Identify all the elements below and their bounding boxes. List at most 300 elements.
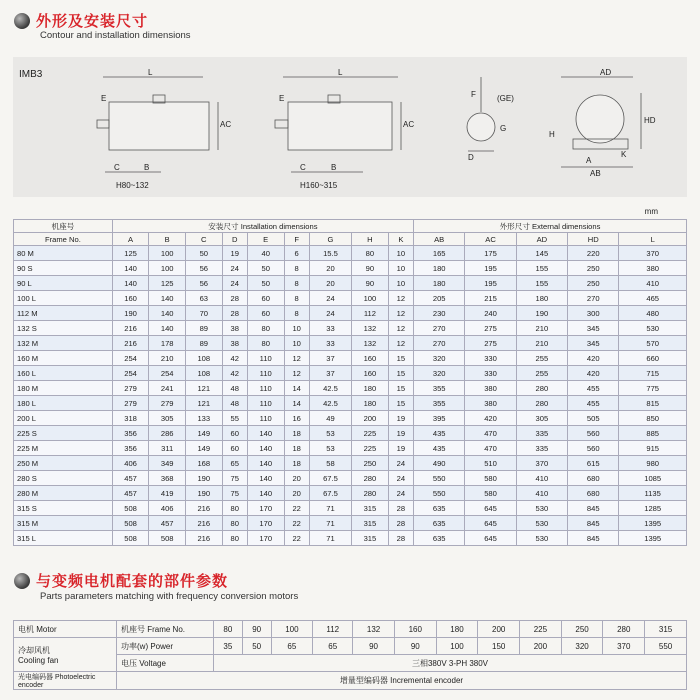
value-cell: 18 bbox=[284, 426, 309, 441]
value-cell: 254 bbox=[112, 351, 149, 366]
power-value: 65 bbox=[313, 638, 353, 655]
value-cell: 12 bbox=[388, 306, 413, 321]
value-cell: 286 bbox=[149, 426, 186, 441]
frame-value: 132 bbox=[353, 621, 395, 638]
value-cell: 1085 bbox=[619, 471, 687, 486]
frame-value: 180 bbox=[436, 621, 478, 638]
table-row bbox=[14, 246, 687, 261]
value-cell: 71 bbox=[309, 501, 351, 516]
fan-label-en: Cooling fan bbox=[18, 655, 59, 665]
frame-value: 200 bbox=[478, 621, 520, 638]
dim-label-E: E bbox=[101, 94, 107, 103]
value-cell: 48 bbox=[222, 381, 247, 396]
value-cell: 38 bbox=[222, 321, 247, 336]
value-cell: 190 bbox=[185, 471, 222, 486]
value-cell: 149 bbox=[185, 441, 222, 456]
frame-cell: 112 M bbox=[14, 306, 113, 321]
value-cell: 508 bbox=[112, 501, 149, 516]
value-cell: 37 bbox=[309, 351, 351, 366]
value-cell: 15 bbox=[388, 396, 413, 411]
bullet-icon bbox=[14, 13, 30, 29]
column-header: C bbox=[185, 233, 222, 246]
table-row bbox=[14, 351, 687, 366]
value-cell: 125 bbox=[149, 276, 186, 291]
value-cell: 67.5 bbox=[309, 486, 351, 501]
frame-cell: 250 M bbox=[14, 456, 113, 471]
value-cell: 530 bbox=[619, 321, 687, 336]
value-cell: 38 bbox=[222, 336, 247, 351]
power-value: 65 bbox=[271, 638, 313, 655]
frame-value: 160 bbox=[394, 621, 436, 638]
value-cell: 505 bbox=[568, 411, 619, 426]
frame-cell: 132 M bbox=[14, 336, 113, 351]
value-cell: 465 bbox=[619, 291, 687, 306]
frame-header-en: Frame No. bbox=[14, 233, 113, 246]
table-row bbox=[14, 276, 687, 291]
value-cell: 275 bbox=[465, 321, 516, 336]
value-cell: 14 bbox=[284, 381, 309, 396]
value-cell: 140 bbox=[247, 441, 284, 456]
value-cell: 680 bbox=[568, 471, 619, 486]
frame-cell: 180 M bbox=[14, 381, 113, 396]
value-cell: 560 bbox=[568, 426, 619, 441]
value-cell: 18 bbox=[284, 456, 309, 471]
column-header: B bbox=[149, 233, 186, 246]
fan-label-cn: 冷却风机 bbox=[18, 645, 50, 655]
frame-cell: 315 S bbox=[14, 501, 113, 516]
value-cell: 1285 bbox=[619, 501, 687, 516]
value-cell: 33 bbox=[309, 336, 351, 351]
unit-label: mm bbox=[644, 207, 658, 216]
value-cell: 90 bbox=[352, 261, 389, 276]
value-cell: 645 bbox=[465, 501, 516, 516]
dim-label-HD: HD bbox=[644, 116, 656, 125]
value-cell: 455 bbox=[568, 396, 619, 411]
dim-label-AC: AC bbox=[220, 120, 232, 129]
value-cell: 406 bbox=[149, 501, 186, 516]
motor-drawings bbox=[13, 57, 687, 197]
drawing-panel bbox=[13, 57, 687, 197]
value-cell: 8 bbox=[284, 261, 309, 276]
column-header: K bbox=[388, 233, 413, 246]
value-cell: 355 bbox=[414, 381, 465, 396]
value-cell: 80 bbox=[222, 531, 247, 546]
frame-value: 90 bbox=[242, 621, 271, 638]
table-row bbox=[14, 336, 687, 351]
value-cell: 311 bbox=[149, 441, 186, 456]
install-header: 安装尺寸 Installation dimensions bbox=[112, 220, 413, 233]
value-cell: 275 bbox=[465, 336, 516, 351]
value-cell: 10 bbox=[388, 276, 413, 291]
value-cell: 20 bbox=[309, 276, 351, 291]
value-cell: 480 bbox=[619, 306, 687, 321]
table-row bbox=[14, 516, 687, 531]
value-cell: 140 bbox=[149, 306, 186, 321]
value-cell: 60 bbox=[247, 291, 284, 306]
value-cell: 80 bbox=[247, 336, 284, 351]
value-cell: 356 bbox=[112, 441, 149, 456]
value-cell: 110 bbox=[247, 396, 284, 411]
value-cell: 280 bbox=[516, 396, 567, 411]
value-cell: 216 bbox=[185, 516, 222, 531]
value-cell: 168 bbox=[185, 456, 222, 471]
value-cell: 550 bbox=[414, 486, 465, 501]
value-cell: 420 bbox=[568, 366, 619, 381]
value-cell: 580 bbox=[465, 486, 516, 501]
value-cell: 380 bbox=[465, 396, 516, 411]
value-cell: 19 bbox=[388, 441, 413, 456]
value-cell: 410 bbox=[516, 486, 567, 501]
column-header: AC bbox=[465, 233, 516, 246]
value-cell: 715 bbox=[619, 366, 687, 381]
value-cell: 356 bbox=[112, 426, 149, 441]
bullet-icon bbox=[14, 573, 30, 589]
value-cell: 380 bbox=[619, 261, 687, 276]
frame-cell: 80 M bbox=[14, 246, 113, 261]
value-cell: 140 bbox=[112, 276, 149, 291]
value-cell: 349 bbox=[149, 456, 186, 471]
dim-label-C2: C bbox=[300, 163, 306, 172]
value-cell: 180 bbox=[414, 261, 465, 276]
dim-label-A: A bbox=[586, 156, 592, 165]
dim-label-GE: (GE) bbox=[497, 94, 514, 103]
value-cell: 190 bbox=[185, 486, 222, 501]
value-cell: 19 bbox=[222, 246, 247, 261]
value-cell: 80 bbox=[352, 246, 389, 261]
value-cell: 330 bbox=[465, 351, 516, 366]
section-heading-contour bbox=[14, 10, 148, 31]
value-cell: 1395 bbox=[619, 531, 687, 546]
table-row bbox=[14, 291, 687, 306]
external-header: 外形尺寸 External dimensions bbox=[414, 220, 687, 233]
value-cell: 40 bbox=[247, 246, 284, 261]
value-cell: 100 bbox=[149, 246, 186, 261]
value-cell: 355 bbox=[414, 396, 465, 411]
section-title: 外形及安装尺寸 bbox=[36, 12, 149, 30]
value-cell: 1135 bbox=[619, 486, 687, 501]
value-cell: 8 bbox=[284, 276, 309, 291]
table-row bbox=[14, 471, 687, 486]
value-cell: 635 bbox=[414, 516, 465, 531]
value-cell: 885 bbox=[619, 426, 687, 441]
value-cell: 24 bbox=[388, 456, 413, 471]
value-cell: 12 bbox=[388, 321, 413, 336]
value-cell: 457 bbox=[149, 516, 186, 531]
value-cell: 635 bbox=[414, 501, 465, 516]
table-row bbox=[14, 501, 687, 516]
value-cell: 470 bbox=[465, 441, 516, 456]
value-cell: 345 bbox=[568, 321, 619, 336]
power-value: 90 bbox=[394, 638, 436, 655]
value-cell: 279 bbox=[112, 396, 149, 411]
value-cell: 230 bbox=[414, 306, 465, 321]
value-cell: 220 bbox=[568, 246, 619, 261]
table-row bbox=[14, 426, 687, 441]
encoder-value: 增量型编码器 Incremental encoder bbox=[117, 672, 687, 690]
value-cell: 406 bbox=[112, 456, 149, 471]
value-cell: 530 bbox=[516, 516, 567, 531]
value-cell: 915 bbox=[619, 441, 687, 456]
value-cell: 255 bbox=[516, 351, 567, 366]
value-cell: 28 bbox=[388, 501, 413, 516]
value-cell: 180 bbox=[516, 291, 567, 306]
dim-label-B2: B bbox=[331, 163, 337, 172]
frame-label: 机座号 Frame No. bbox=[117, 621, 214, 638]
frame-cell: 225 S bbox=[14, 426, 113, 441]
value-cell: 22 bbox=[284, 516, 309, 531]
frame-cell: 160 M bbox=[14, 351, 113, 366]
value-cell: 320 bbox=[414, 366, 465, 381]
value-cell: 300 bbox=[568, 306, 619, 321]
value-cell: 42 bbox=[222, 366, 247, 381]
value-cell: 368 bbox=[149, 471, 186, 486]
frame-value: 112 bbox=[313, 621, 353, 638]
value-cell: 108 bbox=[185, 366, 222, 381]
column-header: L bbox=[619, 233, 687, 246]
value-cell: 1395 bbox=[619, 516, 687, 531]
value-cell: 457 bbox=[112, 471, 149, 486]
value-cell: 216 bbox=[112, 321, 149, 336]
value-cell: 195 bbox=[465, 276, 516, 291]
value-cell: 121 bbox=[185, 381, 222, 396]
value-cell: 635 bbox=[414, 531, 465, 546]
column-header: A bbox=[112, 233, 149, 246]
dimensions-table bbox=[13, 219, 687, 546]
value-cell: 19 bbox=[388, 426, 413, 441]
dim-label-G: G bbox=[500, 124, 507, 133]
table-row bbox=[14, 396, 687, 411]
value-cell: 8 bbox=[284, 306, 309, 321]
table-row bbox=[14, 321, 687, 336]
power-value: 100 bbox=[436, 638, 478, 655]
value-cell: 305 bbox=[149, 411, 186, 426]
value-cell: 510 bbox=[465, 456, 516, 471]
value-cell: 345 bbox=[568, 336, 619, 351]
frame-value: 280 bbox=[603, 621, 645, 638]
value-cell: 254 bbox=[112, 366, 149, 381]
value-cell: 42.5 bbox=[309, 381, 351, 396]
value-cell: 270 bbox=[414, 336, 465, 351]
value-cell: 28 bbox=[222, 291, 247, 306]
value-cell: 435 bbox=[414, 441, 465, 456]
value-cell: 419 bbox=[149, 486, 186, 501]
value-cell: 241 bbox=[149, 381, 186, 396]
value-cell: 28 bbox=[388, 531, 413, 546]
table-row bbox=[14, 366, 687, 381]
value-cell: 845 bbox=[568, 516, 619, 531]
frame-cell: 280 M bbox=[14, 486, 113, 501]
value-cell: 15 bbox=[388, 366, 413, 381]
value-cell: 24 bbox=[222, 261, 247, 276]
value-cell: 8 bbox=[284, 291, 309, 306]
column-header: H bbox=[352, 233, 389, 246]
value-cell: 315 bbox=[352, 516, 389, 531]
value-cell: 50 bbox=[247, 276, 284, 291]
fan-label bbox=[14, 638, 117, 672]
power-value: 50 bbox=[242, 638, 271, 655]
value-cell: 315 bbox=[352, 531, 389, 546]
frame-cell: 180 L bbox=[14, 396, 113, 411]
value-cell: 112 bbox=[352, 306, 389, 321]
value-cell: 18 bbox=[284, 441, 309, 456]
value-cell: 370 bbox=[619, 246, 687, 261]
value-cell: 12 bbox=[284, 351, 309, 366]
frame-cell: 315 M bbox=[14, 516, 113, 531]
value-cell: 75 bbox=[222, 471, 247, 486]
value-cell: 90 bbox=[352, 276, 389, 291]
value-cell: 89 bbox=[185, 336, 222, 351]
power-value: 90 bbox=[353, 638, 395, 655]
value-cell: 305 bbox=[516, 411, 567, 426]
value-cell: 190 bbox=[516, 306, 567, 321]
value-cell: 53 bbox=[309, 426, 351, 441]
value-cell: 140 bbox=[247, 486, 284, 501]
value-cell: 175 bbox=[465, 246, 516, 261]
value-cell: 110 bbox=[247, 411, 284, 426]
value-cell: 775 bbox=[619, 381, 687, 396]
value-cell: 270 bbox=[568, 291, 619, 306]
value-cell: 121 bbox=[185, 396, 222, 411]
value-cell: 980 bbox=[619, 456, 687, 471]
value-cell: 165 bbox=[414, 246, 465, 261]
value-cell: 210 bbox=[149, 351, 186, 366]
value-cell: 845 bbox=[568, 531, 619, 546]
value-cell: 279 bbox=[149, 396, 186, 411]
value-cell: 15.5 bbox=[309, 246, 351, 261]
value-cell: 140 bbox=[247, 426, 284, 441]
value-cell: 225 bbox=[352, 441, 389, 456]
value-cell: 10 bbox=[284, 336, 309, 351]
power-value: 320 bbox=[561, 638, 603, 655]
value-cell: 216 bbox=[185, 531, 222, 546]
value-cell: 149 bbox=[185, 426, 222, 441]
value-cell: 550 bbox=[414, 471, 465, 486]
value-cell: 170 bbox=[247, 501, 284, 516]
table-row bbox=[14, 441, 687, 456]
value-cell: 170 bbox=[247, 531, 284, 546]
value-cell: 270 bbox=[414, 321, 465, 336]
frame-cell: 90 S bbox=[14, 261, 113, 276]
value-cell: 210 bbox=[516, 321, 567, 336]
value-cell: 100 bbox=[352, 291, 389, 306]
value-cell: 190 bbox=[112, 306, 149, 321]
frame-cell: 90 L bbox=[14, 276, 113, 291]
value-cell: 420 bbox=[568, 351, 619, 366]
value-cell: 435 bbox=[414, 426, 465, 441]
value-cell: 508 bbox=[112, 531, 149, 546]
value-cell: 318 bbox=[112, 411, 149, 426]
value-cell: 110 bbox=[247, 366, 284, 381]
value-cell: 178 bbox=[149, 336, 186, 351]
power-value: 150 bbox=[478, 638, 520, 655]
dim-label-AC2: AC bbox=[403, 120, 415, 129]
value-cell: 20 bbox=[284, 471, 309, 486]
value-cell: 133 bbox=[185, 411, 222, 426]
value-cell: 24 bbox=[309, 306, 351, 321]
value-cell: 560 bbox=[568, 441, 619, 456]
value-cell: 10 bbox=[388, 261, 413, 276]
column-header: HD bbox=[568, 233, 619, 246]
value-cell: 145 bbox=[516, 246, 567, 261]
section-title: 与变频电机配套的部件参数 bbox=[36, 572, 229, 590]
value-cell: 170 bbox=[247, 516, 284, 531]
value-cell: 140 bbox=[112, 261, 149, 276]
value-cell: 24 bbox=[388, 486, 413, 501]
frame-cell: 132 S bbox=[14, 321, 113, 336]
value-cell: 80 bbox=[222, 501, 247, 516]
value-cell: 660 bbox=[619, 351, 687, 366]
table-row bbox=[14, 306, 687, 321]
table-row bbox=[14, 411, 687, 426]
value-cell: 140 bbox=[247, 456, 284, 471]
value-cell: 132 bbox=[352, 321, 389, 336]
value-cell: 53 bbox=[309, 441, 351, 456]
frame-value: 315 bbox=[645, 621, 687, 638]
value-cell: 645 bbox=[465, 516, 516, 531]
dim-label-H: H bbox=[549, 130, 555, 139]
value-cell: 530 bbox=[516, 531, 567, 546]
value-cell: 108 bbox=[185, 351, 222, 366]
table-row bbox=[14, 486, 687, 501]
value-cell: 210 bbox=[516, 336, 567, 351]
frame-value: 225 bbox=[520, 621, 562, 638]
frame-cell: 280 S bbox=[14, 471, 113, 486]
value-cell: 580 bbox=[465, 471, 516, 486]
dim-label-C: C bbox=[114, 163, 120, 172]
value-cell: 75 bbox=[222, 486, 247, 501]
value-cell: 380 bbox=[465, 381, 516, 396]
table-row bbox=[14, 456, 687, 471]
column-header: G bbox=[309, 233, 351, 246]
value-cell: 65 bbox=[222, 456, 247, 471]
value-cell: 250 bbox=[568, 276, 619, 291]
dim-label-K: K bbox=[621, 150, 627, 159]
value-cell: 570 bbox=[619, 336, 687, 351]
frame-value: 80 bbox=[214, 621, 243, 638]
value-cell: 845 bbox=[568, 501, 619, 516]
value-cell: 195 bbox=[465, 261, 516, 276]
dim-label-L2: L bbox=[338, 68, 343, 77]
value-cell: 10 bbox=[388, 246, 413, 261]
value-cell: 530 bbox=[516, 501, 567, 516]
value-cell: 395 bbox=[414, 411, 465, 426]
value-cell: 320 bbox=[414, 351, 465, 366]
value-cell: 6 bbox=[284, 246, 309, 261]
frame-cell: 315 L bbox=[14, 531, 113, 546]
power-value: 550 bbox=[645, 638, 687, 655]
encoder-label-cn: 光电编码器 bbox=[18, 674, 53, 681]
power-value: 200 bbox=[520, 638, 562, 655]
value-cell: 80 bbox=[222, 516, 247, 531]
value-cell: 420 bbox=[465, 411, 516, 426]
encoder-label bbox=[14, 672, 117, 690]
value-cell: 215 bbox=[465, 291, 516, 306]
value-cell: 180 bbox=[352, 381, 389, 396]
value-cell: 15 bbox=[388, 351, 413, 366]
dim-label-AD: AD bbox=[600, 68, 612, 77]
value-cell: 60 bbox=[247, 306, 284, 321]
value-cell: 24 bbox=[309, 291, 351, 306]
section-heading-parts bbox=[14, 570, 228, 591]
value-cell: 330 bbox=[465, 366, 516, 381]
value-cell: 49 bbox=[309, 411, 351, 426]
table-row bbox=[14, 381, 687, 396]
value-cell: 815 bbox=[619, 396, 687, 411]
value-cell: 15 bbox=[388, 381, 413, 396]
value-cell: 455 bbox=[568, 381, 619, 396]
frame-value: 100 bbox=[271, 621, 313, 638]
value-cell: 70 bbox=[185, 306, 222, 321]
